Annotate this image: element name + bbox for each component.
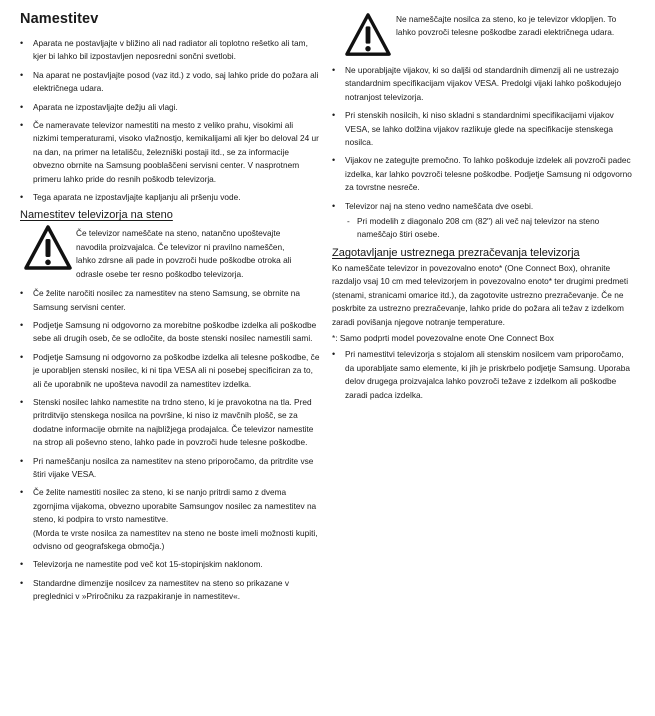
warning-text: Če televizor nameščate na steno, natančno upoštevajte navodila proizvajalca. Če televizor ni pravilno nameščen, lahko zdrsne ali pade in povzroči hude poškodbe otroka ali odrasle osebe ter resno poškodbo televizorja. — [76, 228, 292, 279]
wall-mount-warning — [20, 224, 320, 281]
warning-triangle-icon — [344, 12, 392, 58]
installation-list — [20, 37, 320, 204]
power-warning — [332, 10, 632, 58]
wall-mount-list — [20, 287, 320, 604]
list-item: • Tega aparata ne izpostavljajte kapljanju ali pršenju vode. — [20, 191, 320, 204]
list-item: • Pri namestitvi televizorja s stojalom ali stenskim nosilcem vam priporočamo, da uporabljate samo elemente, ki jih je priskrbelo podjetje Samsung. Uporaba delov drugega proizvajalca lahko povzroči težave z izdelkom ali poškodbe zaradi padca izdelka. — [332, 348, 632, 402]
ventilation-heading: Zagotavljanje ustreznega prezračevanja televizorja — [332, 246, 580, 259]
list-item: • Stenski nosilec lahko namestite na trdno steno, ki je pravokotna na tla. Pred pritrditvijo stenskega nosilca na površine, ki niso iz mavčnih plošč, se za dodatne informacije obrnite na najbližjega prodajalca. Če televizor namestite na strop ali poševno steno, lahko pade in povzroči hude telesne poškodbe. — [20, 396, 320, 450]
list-item: • Podjetje Samsung ni odgovorno za morebitne poškodbe izdelka ali poškodbe sebe ali drugih oseb, če se odločite, da boste stenski nosilec namestili sami. — [20, 319, 320, 346]
list-item: • Ne uporabljajte vijakov, ki so daljši od standardnih dimenzij ali ne ustrezajo standardnim specifikacijam vijakov VESA. Predolgi vijaki lahko poškodujejo notranjost televizorja. — [332, 64, 632, 104]
list-item: • Standardne dimenzije nosilcev za namestitev na steno so prikazane v preglednici v »Priročniku za razpakiranje in namestitev«. — [20, 577, 320, 604]
section-title-installation: Namestitev — [20, 11, 99, 27]
warning-text: Ne nameščajte nosilca za steno, ko je televizor vklopljen. To lahko povzroči telesne poškodbe zaradi električnega udara. — [396, 14, 617, 38]
ventilation-footnote: *: Samo podprti model povezovalne enote One Connect Box — [332, 332, 554, 343]
list-item: • Če želite naročiti nosilec za namestitev na steno Samsung, se obrnite na Samsung servisni center. — [20, 287, 320, 314]
screw-list — [332, 64, 632, 242]
ventilation-paragraph: Ko nameščate televizor in povezovalno enoto* (One Connect Box), ohranite razdaljo vsaj 10 cm med televizorjem in povezovalno enoto* ter drugimi predmeti (stenami, stranicami omarice itd.), da zagotovite ustrezno prezračevanje. Če ne poskrbite za ustrezno prezračevanje, lahko pride do požara ali težav z izdelkom zaradi povišanja njegove notranje temperature. — [332, 262, 629, 327]
list-item-note: (Morda te vrste nosilca za namestitev na steno ne boste imeli možnosti kupiti, odvisno od geografskega območja.) — [33, 527, 318, 551]
list-item: • Aparata ne postavljajte v bližino ali nad radiator ali toplotno rešetko ali tam, kjer bi lahko bil izpostavljen neposredni sončni svetlobi. — [20, 37, 320, 64]
list-item-text: Televizor naj na steno vedno nameščata dve osebi. — [345, 200, 534, 211]
list-item: • Na aparat ne postavljajte posod (vaz itd.) z vodo, saj lahko pride do požara ali električnega udara. — [20, 69, 320, 96]
sub-list — [345, 215, 632, 242]
list-item — [332, 200, 632, 242]
list-item: • Pri nameščanju nosilca za namestitev na steno priporočamo, da pritrdite vse štiri vijake VESA. — [20, 455, 320, 482]
list-item: • Televizorja ne namestite pod več kot 15-stopinjskim naklonom. — [20, 558, 320, 571]
list-item-text: Če želite namestiti nosilec za steno, ki se nanjo pritrdi samo z dvema zgornjima vijakoma, obvezno uporabite Samsungov nosilec za namestitev na steno, ki podpira to vrsto namestitve. — [33, 487, 317, 525]
warning-triangle-icon — [24, 224, 72, 272]
left-column — [20, 0, 320, 609]
list-item: • Če nameravate televizor namestiti na mesto z veliko prahu, visokimi ali nizkimi temperaturami, visoko vlažnostjo, kemikalijami ali kjer bo deloval 24 ur na dan, na primer na letališču, železniški postaji itd., se za informacije obvezno obrnite na Samsung pooblaščeni servisni center. V nasprotnem primeru lahko pride do resnih poškodb televizorja. — [20, 119, 320, 186]
list-item: • Pri stenskih nosilcih, ki niso skladni s standardnimi specifikacijami vijakov VESA, se lahko dolžina vijakov razlikuje glede na specifikacije stenskega nosilca. — [332, 109, 632, 149]
ventilation-list — [332, 348, 632, 402]
right-column — [332, 0, 632, 407]
list-item — [20, 486, 320, 553]
sub-list-item: - Pri modelih z diagonalo 208 cm (82") ali več naj televizor na steno nameščajo štiri osebe. — [345, 215, 632, 242]
list-item: • Vijakov ne zategujte premočno. To lahko poškoduje izdelek ali povzroči padec izdelka, kar lahko povzroči telesne poškodbe. Podjetje Samsung ni odgovorno za tovrstne nesreče. — [332, 154, 632, 194]
wall-mount-heading: Namestitev televizorja na steno — [20, 209, 173, 222]
list-item: • Podjetje Samsung ni odgovorno za poškodbe izdelka ali telesne poškodbe, če je uporabljen stenski nosilec, ki ni tipa VESA ali ni posebej specificiran za to, ali če uporabnik ne upošteva navodil za namestitev izdelka. — [20, 351, 320, 391]
list-item: • Aparata ne izpostavljajte dežju ali vlagi. — [20, 101, 320, 114]
